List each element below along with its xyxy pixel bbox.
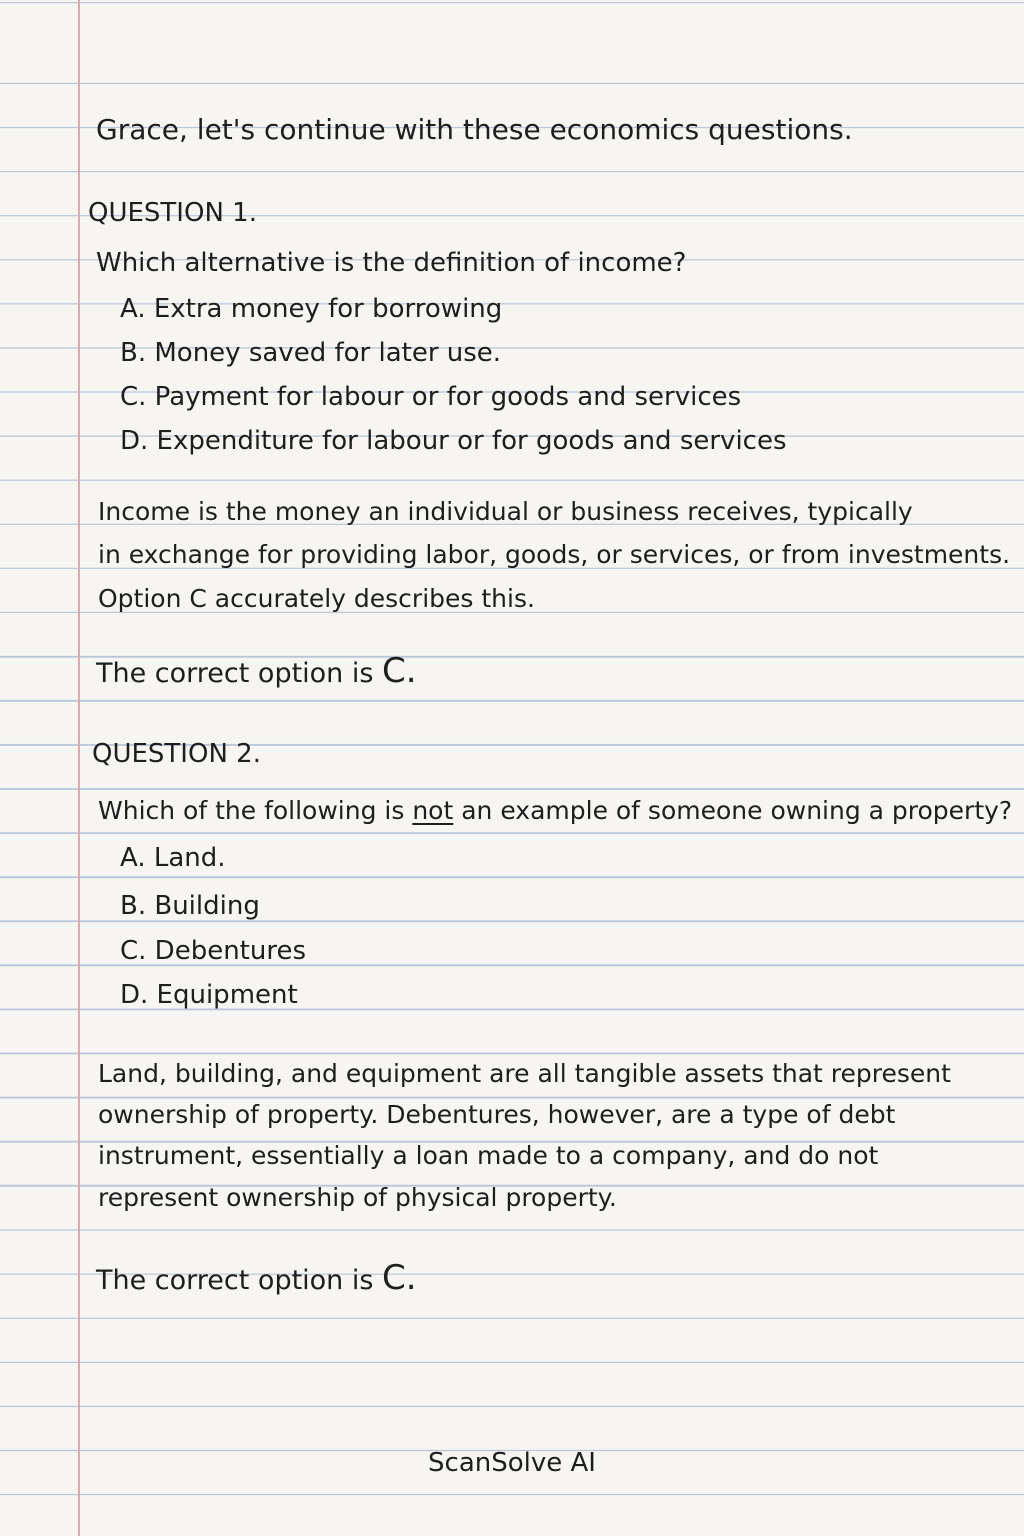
question-1-explanation-line: Option C accurately describes this.	[98, 584, 535, 613]
question-1-option-c: C. Payment for labour or for goods and services	[120, 382, 742, 412]
answer-prefix: The correct option is	[96, 1265, 383, 1296]
question-1-option-d: D. Expenditure for labour or for goods and services	[120, 426, 787, 456]
prompt-part: Which of the following is	[98, 796, 413, 825]
question-1-explanation-line: Income is the money an individual or business receives, typically	[98, 497, 913, 526]
greeting: Grace, let's continue with these economics questions.	[96, 113, 853, 146]
question-1-explanation-line: in exchange for providing labor, goods, or services, or from investments.	[98, 540, 1011, 569]
question-2-heading: QUESTION 2.	[92, 739, 261, 769]
question-1-option-a: A. Extra money for borrowing	[120, 294, 503, 324]
footer-brand: ScanSolve AI	[428, 1448, 596, 1478]
prompt-part: an example of someone owning a property?	[453, 796, 1013, 825]
question-2-prompt	[98, 798, 1012, 823]
question-2-explanation-line: represent ownership of physical property.	[98, 1183, 617, 1212]
question-1-answer	[96, 651, 417, 691]
question-2-option-c: C. Debentures	[120, 936, 307, 966]
question-2-explanation-line: instrument, essentially a loan made to a company, and do not	[98, 1141, 879, 1170]
question-2-explanation-line: ownership of property. Debentures, however, are a type of debt	[98, 1100, 896, 1129]
answer-letter: C.	[382, 651, 417, 691]
answer-prefix: The correct option is	[96, 658, 383, 689]
question-2-option-d: D. Equipment	[120, 980, 298, 1010]
prompt-emphasis: not	[412, 796, 454, 825]
question-1-heading: QUESTION 1.	[88, 198, 257, 228]
question-2-answer	[96, 1258, 417, 1298]
answer-letter: C.	[382, 1258, 417, 1298]
margin-line	[78, 0, 80, 1536]
question-2-option-b: B. Building	[120, 891, 260, 921]
question-1-option-b: B. Money saved for later use.	[120, 338, 502, 368]
question-2-option-a: A. Land.	[120, 843, 226, 873]
question-1-prompt: Which alternative is the definition of income?	[96, 248, 687, 278]
question-2-explanation-line: Land, building, and equipment are all tangible assets that represent	[98, 1059, 951, 1088]
